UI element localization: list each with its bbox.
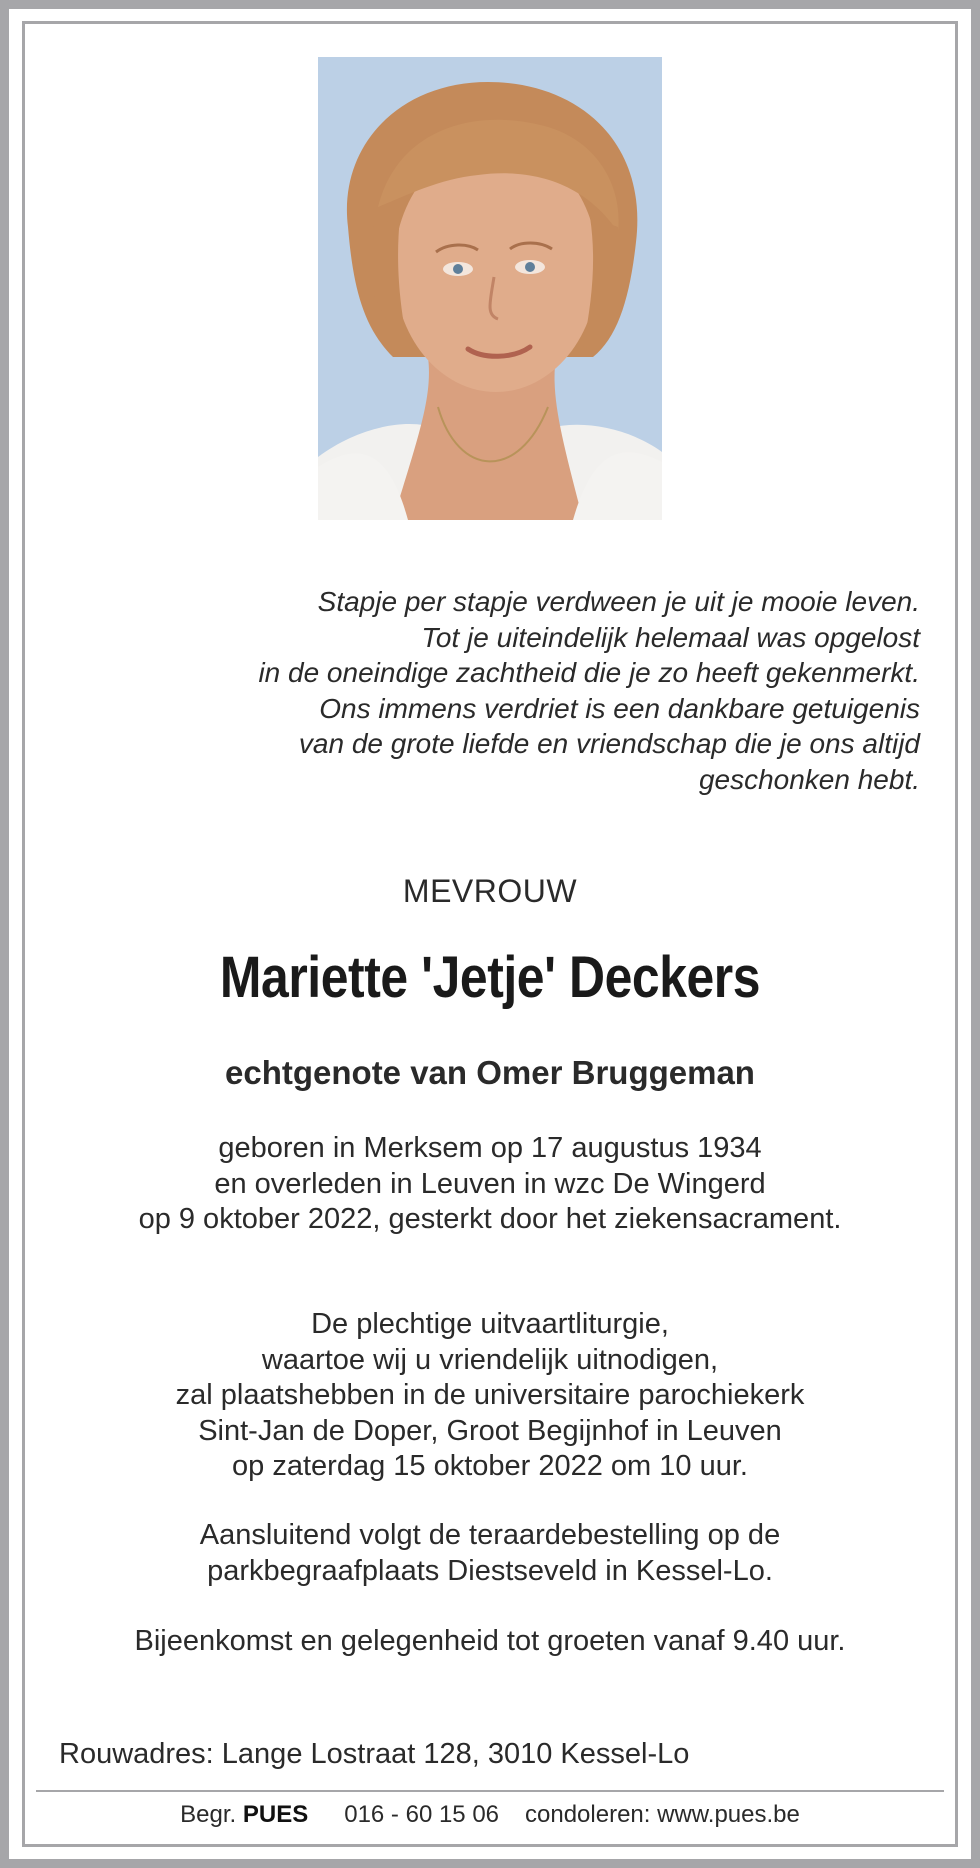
gathering-details: [0, 1624, 980, 1660]
burial-details: [0, 1518, 980, 1589]
footer-phone: 016 - 60 15 06: [344, 1801, 500, 1828]
ceremony-line: waartoe wij u vriendelijk uitnodigen,: [261, 1343, 719, 1376]
birth-line: geboren in Merksem op 17 augustus 1934: [218, 1132, 762, 1164]
birth-death-details: [0, 1131, 980, 1238]
deceased-name: Mariette 'Jetje' Deckers: [219, 945, 761, 1010]
ceremony-line: zal plaatshebben in de universitaire parochiekerk: [175, 1379, 805, 1411]
funeral-company: PUES: [242, 1801, 309, 1828]
portrait-photo: [318, 57, 662, 520]
burial-line: Aansluitend volgt de teraardebestelling op de: [199, 1519, 781, 1551]
poem-line: geschonken hebt.: [698, 763, 920, 795]
ceremony-line: Sint-Jan de Doper, Groot Begijnhof in Leuven: [198, 1414, 782, 1447]
poem: [100, 584, 920, 797]
footer-prefix: Begr.: [180, 1801, 243, 1828]
spouse-line: echtgenote van Omer Bruggeman: [225, 1054, 755, 1091]
mourning-address: Rouwadres: Lange Lostraat 128, 3010 Kessel-Lo: [59, 1738, 690, 1770]
footer-divider: [36, 1790, 944, 1792]
poem-line: Stapje per stapje verdween je uit je mooie leven.: [317, 586, 920, 617]
ceremony-details: [0, 1307, 980, 1485]
poem-line: van de grote liefde en vriendschap die je ons altijd: [298, 728, 920, 759]
poem-line: Ons immens verdriet is een dankbare getuigenis: [319, 692, 920, 724]
salutation: MEVROUW: [402, 873, 578, 909]
portrait-icon: [318, 57, 662, 520]
poem-line: in de oneindige zachtheid die je zo heeft gekenmerkt.: [258, 657, 920, 688]
gathering-line: Bijeenkomst en gelegenheid tot groeten vanaf 9.40 uur.: [134, 1625, 846, 1657]
footer-condolence-link[interactable]: condoleren: www.pues.be: [525, 1801, 800, 1828]
ceremony-line: De plechtige uitvaartliturgie,: [311, 1308, 669, 1340]
footer: [0, 1801, 980, 1829]
poem-line: Tot je uiteindelijk helemaal was opgelost: [421, 621, 920, 653]
ceremony-line: op zaterdag 15 oktober 2022 om 10 uur.: [232, 1450, 748, 1482]
birth-line: op 9 oktober 2022, gesterkt door het ziekensacrament.: [138, 1203, 842, 1235]
birth-line: en overleden in Leuven in wzc De Wingerd: [214, 1167, 766, 1200]
burial-line: parkbegraafplaats Diestseveld in Kessel-Lo.: [207, 1554, 773, 1587]
